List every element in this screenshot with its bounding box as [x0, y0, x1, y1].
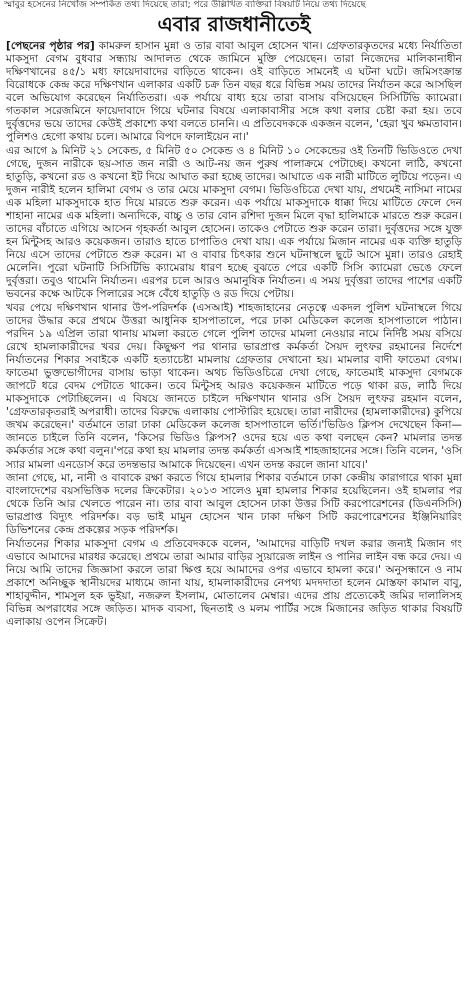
previous-article-line: স্মাবুর হসেনের নিখোঁজ সম্পর্কিত তথ্য দিয়েছে তারা; পরে উল্লিখিত ব্যক্তিরা বিষয়টি নিয়ে তথ্য দিয়েছে — [4, 0, 366, 10]
paragraph-text: কামরুল হাসান মুন্না ও তার বাবা আবুল হোসেন খান। গ্রেফতারকৃতদের মধ্যে নির্যাতিতা মাকসুদা বেগম বুধবার সন্ধ্যায় আদালত থেকে জামিনে মুক্তি পেয়েছেন। তারা নিজেদের মালিকানাধীন দক্ষিণখানের ৪৫/১ মধ্য ফায়েদাবাদের বাড়িতে থাকেন। ওই বাড়িতে সামনেই এ ঘটনা ঘটে। জমিসংক্রান্ত বিরোধকে কেন্দ্র করে দক্ষিণখান এলাকার একটি চক্র তিন বছর ধরে বিভিন্ন সময় তাদের নির্যাতন করে আসছিল বলে অভিযোগ করেছেন নির্যাতিতরা। এক পর্যায়ে বাধ্য হয়ে তারা বাসায় বসিয়েছেন সিসিটিভি ক্যামেরা। গতকাল সরেজমিনে ফায়েদাবাদে গিয়ে ঘটনার বিষয়ে এলাকাবাসীর সঙ্গে কথা বলার চেষ্টা করা হয়। তবে দুর্বৃত্তদের ভয়ে তাদের কেউই প্রকাশ্যে কথা বলতে চাননি। এ প্রতিবেদককে একজন বলেন, 'হেরা খুব ক্ষমতাবান। পুলিশও হেগো কথায় চলে। আমারে বিপদে ফালাইয়েন না।' — [6, 40, 463, 144]
article-paragraph: এর আগে ৯ মিনিট ২১ সেকেন্ড, ৫ মিনিট ৫০ সেকেন্ড ও ৪ মিনিট ১০ সেকেন্ডের ওই তিনটি ভিডিওতে দেখা গেছে, দুজন নারীকে ছয়-সাত জন নারী ও আট-নয় জন পুরুষ পালাক্রমে পেটাচ্ছে। কখনো লাঠি, কখনো হাতুড়ি, কখনো রড ও কখনো ইট দিয়ে আঘাত করা হচ্ছে তাদের। আঘাতে এক নারী মাটিতে লুটিয়ে পড়েন। এ দুজন নারীই হলেন হালিমা বেগম ও তার মেয়ে মাকসুদা বেগম। ভিডিওচিত্রে দেখা যায়, প্রথমেই নাসিমা নামের এক মহিলা মাকসুদাকে হাত দিয়ে মারতে শুরু করেন। এক পর্যায়ে মাকসুদাকে ধাক্কা দিয়ে মাটিতে ফেলে দেন শাহানা নামের এক মহিলা। অন্যদিকে, বাচ্চু ও তার বোন রশিদা দুজন মিলে বৃদ্ধা হালিমাকে মারতে শুরু করেন। তাদের বাঁচাতে এগিয়ে আসেন গৃহকর্তা আবুল হোসেন। তাকেও পেটাতে শুরু করেন তারা। দুর্বৃত্তদের সঙ্গে যুক্ত হন মিন্টুসহ আরও কয়েকজন। তারাও হাতে চাপাতিও দেখা যায়। এক পর্যায়ে মিজান নামের এক ব্যক্তি হাতুড়ি নিয়ে এসে তাদের পেটাতে শুরু করেন। মা ও বাবার চিৎকার শুনে ঘটনাস্থলে ছুটে আসে মুন্না। তারও রেহাই মেলেনি। পুরো ঘটনাটি সিসিটিভি ক্যামেরায় ধারণ হচ্ছে বুঝতে পেরে একটি সিসি ক্যামেরা ভেঙে ফেলে দুর্বৃত্তরা। তবুও থামেনি নির্যাতন। এরপর চলে আরও অমানুষিক নির্যাতন। এ সময় দুর্বৃত্তরা তাদের পাশের একটি ভবনের কক্ষে আটকে পিলারের সঙ্গে বেঁধে হাতুড়ি ও রড দিয়ে পেটায়। — [6, 144, 462, 301]
continuation-kicker: [পেছনের পৃষ্ঠার পর] — [6, 40, 95, 52]
article-paragraph: নির্যাতনের শিকার মাকসুদা বেগম এ প্রতিবেদককে বলেন, 'আমাদের বাড়িটি দখল করার জন্যই মিজান গং এভাবে আমাদের মারধর করেছে। প্রথমে তারা আমার বাড়ির স্যুয়ারেজ লাইন ও পানির লাইন বন্ধ করে দেয়। এ নিয়ে আমি তাদের জিজ্ঞাসা করলে তারা ক্ষিপ্ত হয়ে আমাদের ওপর এভাবে হামলা করে।' অনুসন্ধানে ও নাম প্রকাশে অনিচ্ছুক স্থানীয়দের মাধ্যমে জানা যায়, হামলাকারীদের নেপথ্য মদদদাতা হলেন মোস্তফা কামাল বাবু, শাহাবুদ্দীন, শামসুল হক ভুইয়া, নজরুল ইসলাম, মোতালেব মেম্বার। এদের প্রায় প্রত্যেকেই জমির দালালিসহ বিভিন্ন অপরাধের সঙ্গে জড়িত। মাদক ব্যবসা, ছিনতাই ও মলম পার্টির সঙ্গে মিজানের জড়িত থাকার বিষয়টি এলাকায় ওপেন সিক্রেট। — [6, 537, 462, 629]
article-body — [0, 40, 468, 629]
article-paragraph — [6, 40, 462, 144]
article-headline: এবার রাজধানীতেই — [157, 12, 311, 36]
article-paragraph: জানা গেছে, মা, নানী ও বাবাকে রক্ষা করতে গিয়ে হামলার শিকার বর্তমানে ঢাকা কেন্দ্রীয় কারাগারে থাকা মুন্না বাংলাদেশের বয়সভিত্তিক দলের ক্রিকেটার। ২০১৩ সালেও মুন্না হামলার শিকার হয়েছিলেন। ওই হামলার পর থেকে তিনি আর খেলতে পারেন না। তার বাবা আবুল হোসেন ঢাকা উত্তর সিটি করপোরেশনের (ডিএনসিসি) ভারপ্রাপ্ত বিদ্যুৎ পরিদর্শক। বড় ভাই মামুন হোসেন খান ঢাকা দক্ষিণ সিটি করপোরেশনের ইঞ্জিনিয়ারিং ডিভিশনের কেন্দ্র প্রকল্পের সড়ক পরিদর্শক। — [6, 472, 462, 537]
article-paragraph: খবর পেয়ে দক্ষিণখান থানার উপ-পরিদর্শক (এসআই) শাহজাহানের নেতৃত্বে একদল পুলিশ ঘটনাস্থলে গিয়ে তাদের উদ্ধার করে প্রথমে উত্তরা আধুনিক হাসপাতালে, পরে ঢাকা মেডিকেল কলেজ হাসপাতালে পাঠান। পরদিন ১৯ এপ্রিল তারা থানায় মামলা করতে গেলে পুলিশ তাদের মামলা নেওয়ার নামে নির্দিষ্ট সময় বসিয়ে রেখে হামলাকারীদের খবর দেয়। কিছুক্ষণ পর থানার ভারপ্রাপ্ত কর্মকর্তা সৈয়দ লুৎফর রহমানের নির্দেশে নির্যাতনের শিকার সবাইকে একটি হত্যাচেষ্টা মামলায় গ্রেফতার দেখানো হয়। মামলার বাদী ফাতেমা বেগম। ফাতেমা ভুক্তভোগীদের বাসায় ভাড়া থাকেন। অথচ ভিডিওচিত্রে দেখা গেছে, ফাতেমাই মাকসুদা বেগমকে জাপটে ধরে বেদম পেটাতে থাকেন। তবে মিন্টুসহ আরও কয়েকজন মাটিতে পড়ে থাকা রড, লাঠি দিয়ে মাকসুদাকে পেটাচ্ছিলেন। এ বিষয়ে জানতে চাইলে দক্ষিণখান থানার ওসি সৈয়দ লুৎফর রহমান বলেন, 'গ্রেফতারকৃতরাই অপরাধী। তাদের বিরুদ্ধে এলাকায় পোস্টারিং হয়েছে। তারা নারীদের (হামলাকারীদের) কুপিয়ে জখম করেছেন।' বর্তমানে তারা ঢাকা মেডিকেল কলেজ হাসপাতালে ভর্তি।'ভিডিও ক্লিপস দেখেছেন কিনা— জানতে চাইলে তিনি বলেন, 'কিসের ভিডিও ক্লিপস? ওদের হয়ে এত কথা বলছেন কেন? মামলার তদন্ত কর্মকর্তার সঙ্গে কথা বলুন।'পরে কথা হয় মামলার তদন্ত কর্মকর্তা এসআই শাহজাহানের সঙ্গে। তিনি বলেন, 'ওসি স্যার মামলা এনডোর্স করে তদন্তভার আমাকে দিয়েছেন। এখন তদন্ত করলে জানা যাবে।' — [6, 301, 462, 471]
